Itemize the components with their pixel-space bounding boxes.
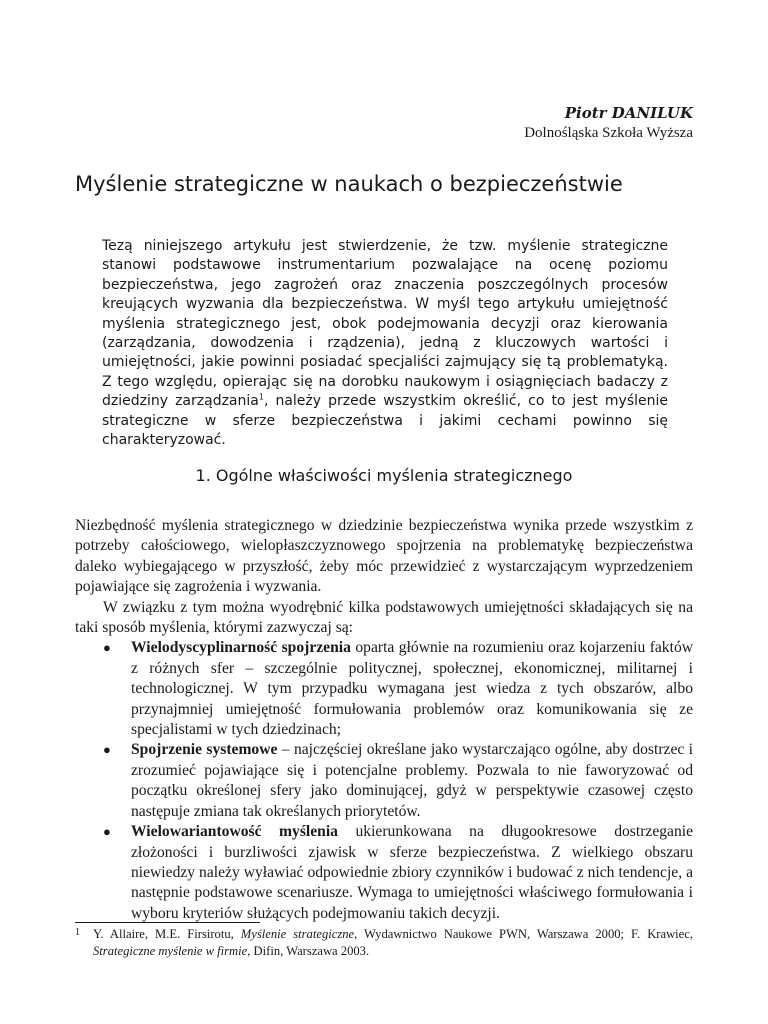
author-block — [524, 103, 693, 143]
author-affiliation: Dolnośląska Szkoła Wyższa — [524, 125, 693, 141]
abstract-text: Tezą niniejszego artykułu jest stwierdzenie, że tzw. myślenie strategiczne stanowi podstawowe instrumentarium pozwalające na ocenę poziomu bezpieczeństwa, jego zagrożeń oraz znaczenia poszczególnych procesów kreujących wyzwania dla bezpieczeństwa. W myśl tego artykułu umiejętność myślenia strategicznego jest, obok podejmowania decyzji oraz kierowania (zarządzania, dowodzenia i rządzenia), jedną z kluczowych wartości i umiejętności, jakie powinni posiadać specjaliści zajmujący się tą problematyką. Z tego względu, opierając się na dorobku naukowym i osiągnięciach badaczy z dziedziny zarządzania — [102, 238, 668, 410]
list-item-text: – najczęściej określane jako wystarczająco ogólne, aby dostrzec i zrozumieć pojawiające się i potencjalne problemy. Pozwala to nie faworyzować od początku określonej sfery jako dominującej, gdyż w perspektywie czasowej często następuje zmiana tak określanych priorytetów. — [131, 741, 693, 820]
list-item-text: oparta głównie na rozumieniu oraz kojarzeniu faktów z różnych sfer – szczególnie politycznej, społecznej, ekonomicznej, militarnej i technologicznej. W tym przypadku wymagana jest wiedza z tych obszarów, albo przynajmniej umiejętność formułowania problemów oraz komunikowania się ze specjalistami w tych dziedzinach; — [131, 639, 693, 739]
footnote-text-part: , Wydawnictwo Naukowe PWN, Warszawa 2000; F. Krawiec, — [354, 927, 693, 941]
list-item-term: Spojrzenie systemowe — [131, 741, 278, 759]
bullet-icon: ● — [103, 640, 111, 656]
bullet-icon: ● — [103, 742, 111, 758]
list-item-text: ukierunkowana na długookresowe dostrzeganie złożoności i burzliwości zjawisk w sferze bezpieczeństwa. Z wielkiego obszaru niewiedzy należy wyławiać odpowiednie zbiory czynników i budować z nich tendencje, a następnie podstawowe scenariusze. Wymaga to umiejętności właściwego formułowania i wyboru kryteriów służących podejmowaniu takich decyzji. — [131, 823, 694, 922]
body-paragraph: W związku z tym można wyodrębnić kilka podstawowych umiejętności składających się na taki sposób myślenia, którymi zazwyczaj są: — [75, 598, 693, 637]
section-body — [75, 516, 693, 924]
list-item-term: Wielowariantowość myślenia — [131, 823, 338, 841]
footnote-text — [75, 926, 693, 960]
section-heading: 1. Ogólne właściwości myślenia strategicznego — [195, 466, 573, 485]
list-item — [103, 740, 693, 822]
body-paragraph: Niezbędność myślenia strategicznego w dziedzinie bezpieczeństwa wynika przede wszystkim z potrzeby całościowego, wielopłaszczyznowego spojrzenia na problematykę bezpieczeństwa daleko wybiegającego w przyszłość, żeby móc przewidzieć z wystarczającym wyprzedzeniem pojawiające się zagrożenia i wyzwania. — [75, 517, 693, 596]
footnote-text-part: , Difin, Warszawa 2003. — [247, 944, 370, 958]
list-item — [103, 638, 693, 740]
footnote-text-part: Y. Allaire, M.E. Firsirotu, — [93, 927, 241, 941]
footnote-book-title: Myślenie strategiczne — [240, 927, 355, 941]
list-item — [103, 822, 694, 924]
footnote-divider — [75, 922, 260, 923]
abstract-text-end: , należy przede wszystkim określić, co to jest myślenie strategiczne w sferze bezpieczeństwa i jakimi cechami powinno się charakteryzować. — [102, 393, 668, 449]
author-name: Piotr DANILUK — [564, 104, 693, 122]
footnote-number: 1 — [75, 927, 80, 938]
bullet-icon: ● — [103, 824, 111, 840]
footnote-book-title: Strategiczne myślenie w firmie — [93, 944, 248, 958]
article-title: Myślenie strategiczne w naukach o bezpieczeństwie — [75, 172, 623, 196]
skills-list — [75, 638, 693, 924]
list-item-term: Wielodyscyplinarność spojrzenia — [131, 639, 351, 657]
footnote — [75, 926, 693, 960]
abstract — [102, 237, 668, 450]
footnote-reference[interactable]: 1 — [258, 392, 264, 402]
